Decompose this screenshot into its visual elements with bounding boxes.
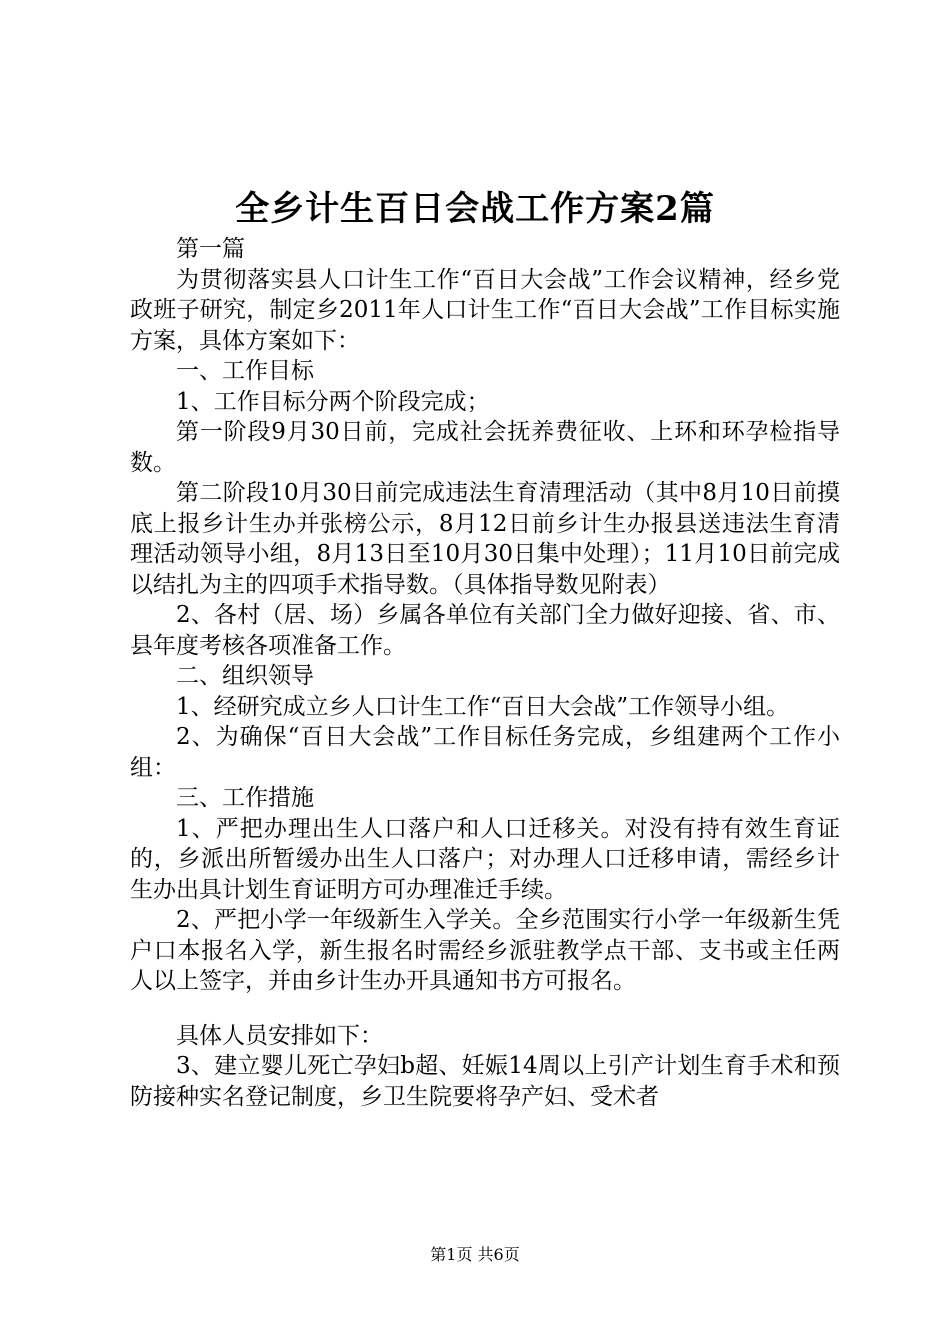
intro-paragraph: 为贯彻落实县人口计生工作“百日大会战”工作会议精神，经乡党政班子研究，制定乡2011年人口计生工作“百日大会战”工作目标实施方案，具体方案如下：: [130, 266, 840, 354]
organization-item-1: 1、经研究成立乡人口计生工作“百日大会战”工作领导小组。: [176, 693, 790, 720]
organization-item-2: 2、为确保“百日大会战”工作目标任务完成，乡组建两个工作小组：: [130, 724, 840, 781]
goal-item-2: 2、各村（居、场）乡属各单位有关部门全力做好迎接、省、市、县年度考核各项准备工作。: [130, 602, 840, 659]
section-heading-part-one: 第一篇: [176, 236, 245, 262]
staff-arrangement-line: 具体人员安排如下：: [176, 1022, 383, 1049]
measure-item-3: 3、建立婴儿死亡孕妇b超、妊娠14周以上引产计划生育手术和预防接种实名登记制度，乡卫生院要将孕产妇、受术者: [130, 1053, 840, 1110]
heading-work-goals: 一、工作目标: [176, 358, 314, 384]
stage-one-paragraph: 第一阶段9月30日前，完成社会抚养费征收、上环和环孕检指导数。: [130, 419, 840, 476]
measure-item-2: 2、严把小学一年级新生入学关。全乡范围实行小学一年级新生凭户口本报名入学，新生报名时需经乡派驻教学点干部、支书或主任两人以上签字，并由乡计生办开具通知书方可报名。: [130, 907, 840, 994]
document-body: [130, 234, 840, 1112]
page-number-footer: 第1页 共6页: [430, 1245, 520, 1264]
goal-item-1: 1、工作目标分两个阶段完成；: [176, 388, 490, 415]
heading-measures: 三、工作措施: [176, 785, 314, 811]
stage-two-paragraph: 第二阶段10月30日前完成违法生育清理活动（其中8月10日前摸底上报乡计生办并张榜公示，8月12日前乡计生办报县送违法生育清理活动领导小组，8月13日至10月30日集中处理）；11月10日前完成以结扎为主的四项手术指导数。（具体指导数见附表）: [130, 480, 840, 598]
document-title: 全乡计生百日会战工作方案2篇: [235, 189, 715, 229]
heading-organization: 二、组织领导: [176, 663, 314, 689]
measure-item-1: 1、严把办理出生人口落户和人口迁移关。对没有持有效生育证的，乡派出所暂缓办出生人口落户；对办理人口迁移申请，需经乡计生办出具计划生育证明方可办理准迁手续。: [130, 815, 840, 903]
